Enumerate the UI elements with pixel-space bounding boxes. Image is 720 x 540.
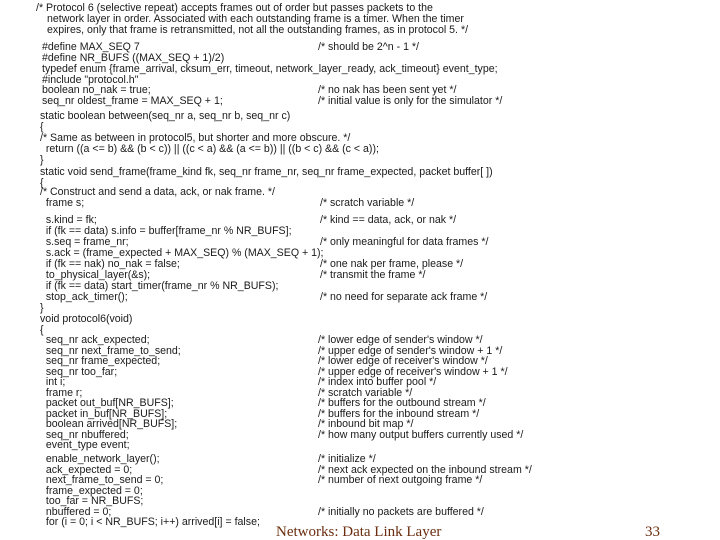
code-line: event_type event; — [40, 439, 130, 451]
code-line: s.kind = fk; — [40, 214, 97, 226]
page-number: 33 — [645, 524, 660, 540]
code-comment: /* number of next outgoing frame */ — [318, 474, 483, 486]
code-comment: /* no nak has been sent yet */ — [318, 84, 457, 96]
code-line: seq_nr nbuffered; — [40, 428, 129, 441]
code-line: network layer in order. Associated with each outstanding frame is a timer. When the timer — [47, 13, 464, 25]
code-comment: /* how many output buffers currently used */ — [318, 428, 524, 441]
code-comment: /* should be 2^n - 1 */ — [318, 41, 419, 53]
code-line: seq_nr oldest_frame = MAX_SEQ + 1; — [42, 95, 223, 107]
code-line: to_physical_layer(&s); — [40, 269, 151, 281]
footer-title: Networks: Data Link Layer — [276, 524, 442, 540]
code-line: /* Same as between in protocol5, but shorter and more obscure. */ — [40, 132, 351, 144]
code-comment: /* lower edge of sender's window */ — [318, 334, 483, 346]
code-comment: /* upper edge of receiver's window + 1 */ — [318, 365, 508, 378]
code-line: boolean no_nak = true; — [42, 84, 151, 96]
code-line: s.ack = (frame_expected + MAX_SEQ) % (MAX_SEQ + 1); — [40, 247, 324, 259]
code-line: seq_nr frame_expected; — [40, 355, 161, 367]
code-line: boolean arrived[NR_BUFS]; — [40, 418, 178, 430]
code-line: { — [40, 323, 44, 336]
code-comment: /* inbound bit map */ — [318, 418, 414, 430]
code-line: if (fk == data) s.info = buffer[frame_nr % NR_BUFS]; — [40, 225, 292, 237]
code-line: if (fk == data) start_timer(frame_nr % NR_BUFS); — [40, 280, 279, 292]
code-comment: /* scratch variable */ — [318, 386, 413, 399]
code-comment: /* index into buffer pool */ — [318, 376, 437, 388]
code-line: return ((a <= b) && (b < c)) || ((c < a) && (a <= b)) || ((b < c) && (c < a)); — [40, 143, 379, 155]
code-line: frame r; — [40, 386, 83, 399]
code-line: enable_network_layer(); — [40, 453, 160, 465]
code-comment: /* initially no packets are buffered */ — [318, 505, 484, 518]
code-comment: /* buffers for the inbound stream */ — [318, 407, 480, 420]
code-line: packet out_buf[NR_BUFS]; — [40, 397, 174, 409]
code-line: } — [40, 302, 44, 314]
code-line: nbuffered = 0; — [40, 505, 112, 518]
code-line: int i; — [40, 376, 66, 388]
code-comment: /* upper edge of sender's window + 1 */ — [318, 344, 503, 357]
code-line: for (i = 0; i < NR_BUFS; i++) arrived[i] = false; — [40, 516, 260, 528]
code-comment: /* lower edge of receiver's window */ — [318, 355, 488, 367]
code-line: if (fk == nak) no_nak = false; — [40, 258, 180, 270]
code-comment: /* only meaningful for data frames */ — [320, 236, 489, 248]
code-line: seq_nr next_frame_to_send; — [40, 344, 181, 357]
code-comment: /* one nak per frame, please */ — [320, 258, 464, 270]
code-line: { — [40, 177, 44, 189]
code-comment: /* kind == data, ack, or nak */ — [320, 214, 457, 226]
code-comment: /* scratch variable */ — [320, 197, 415, 209]
code-line: void protocol6(void) — [40, 313, 133, 325]
code-comment: /* transmit the frame */ — [320, 269, 426, 281]
code-comment: /* buffers for the outbound stream */ — [318, 397, 486, 409]
code-comment: /* next ack expected on the inbound stream */ — [318, 463, 532, 476]
code-line: /* Construct and send a data, ack, or nak frame. */ — [40, 186, 275, 198]
code-line: frame_expected = 0; — [40, 484, 143, 497]
code-line: static boolean between(seq_nr a, seq_nr b, seq_nr c) — [40, 110, 291, 122]
code-line: static void send_frame(frame_kind fk, seq_nr frame_nr, seq_nr frame_expected, packet buffer[ ]) — [40, 166, 493, 178]
code-line: /* Protocol 6 (selective repeat) accepts frames out of order but passes packets to the — [36, 2, 433, 14]
code-line: #define NR_BUFS ((MAX_SEQ + 1)/2) — [42, 52, 225, 64]
code-line: } — [40, 154, 44, 166]
code-line: #define MAX_SEQ 7 — [42, 41, 140, 53]
code-line: #include "protocol.h" — [42, 74, 139, 86]
code-line: seq_nr ack_expected; — [40, 334, 150, 346]
code-line: seq_nr too_far; — [40, 365, 118, 378]
code-line: packet in_buf[NR_BUFS]; — [40, 407, 168, 420]
code-comment: /* no need for separate ack frame */ — [320, 291, 488, 303]
code-line: too_far = NR_BUFS; — [40, 495, 144, 507]
code-line: expires, only that frame is retransmitted, not all the outstanding frames, as in protocol 5. */ — [47, 24, 469, 36]
code-comment: /* initialize */ — [318, 453, 376, 465]
code-line: typedef enum {frame_arrival, cksum_err, timeout, network_layer_ready, ack_timeout} event_type; — [42, 63, 498, 75]
code-line: s.seq = frame_nr; — [40, 236, 129, 248]
code-comment: /* initial value is only for the simulator */ — [318, 95, 503, 107]
code-line: next_frame_to_send = 0; — [40, 474, 164, 486]
code-line: { — [40, 121, 44, 133]
code-line: ack_expected = 0; — [40, 463, 133, 476]
code-line: stop_ack_timer(); — [40, 291, 128, 303]
code-line: frame s; — [40, 197, 85, 209]
